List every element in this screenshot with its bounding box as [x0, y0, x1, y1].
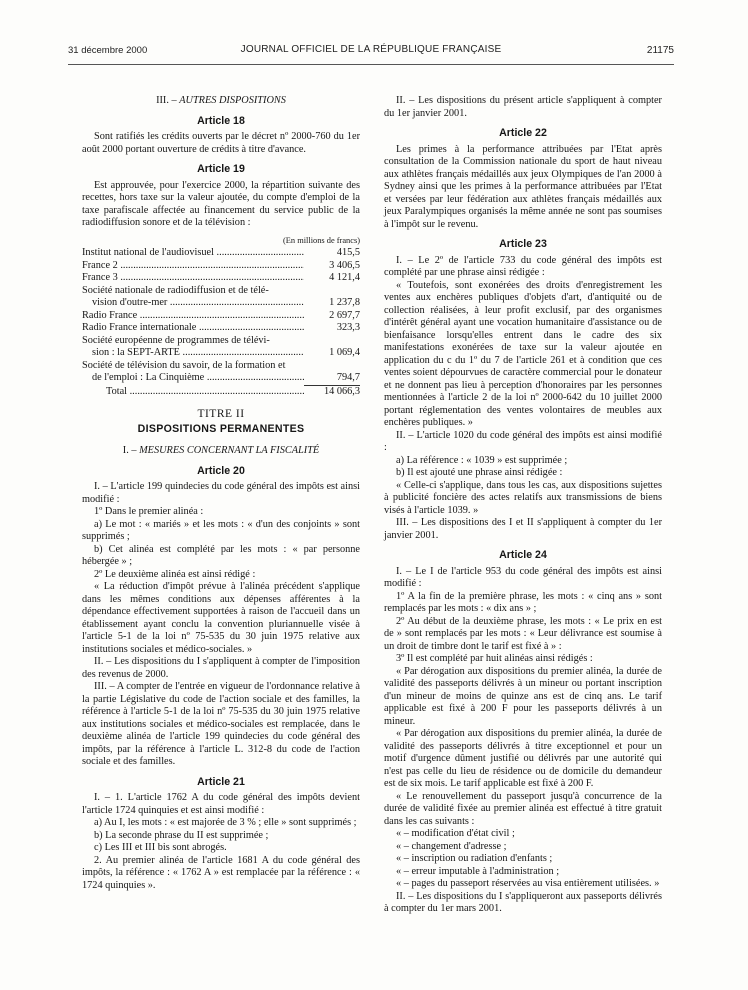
table-row — [82, 335, 360, 360]
paragraph: 1º A la fin de la première phrase, les mots : « cinq ans » sont remplacés par les mots : « dix ans » ; — [384, 590, 662, 614]
paragraph: a) Au I, les mots : « est majorée de 3 % ; elle » sont supprimés ; — [94, 817, 357, 828]
paragraph: b) Il est ajouté une phrase ainsi rédigée : — [396, 467, 563, 478]
paragraph: « Le renouvellement du passeport jusqu'à concurrence de la durée de validité fixée au premier alinéa est effectué à titre gratuit dans les cas suivants : — [384, 790, 662, 827]
paragraph: b) Cet alinéa est complété par les mots : « par personne hébergée » ; — [82, 543, 360, 567]
paragraph: « Par dérogation aux dispositions du premier alinéa, la durée de validité des passeports délivrés à titre exceptionnel et pour un motif d'urgence dûment justifié ou délivrés par une autorité qui n'est pas celle du lieu de résidence ou de domicile du demandeur est de six mois. Le tarif applicable est fixé à 200 F. — [384, 728, 662, 789]
mesures-title: MESURES CONCERNANT LA FISCALITÉ — [139, 445, 320, 456]
budget-table — [82, 247, 360, 398]
left-column — [82, 95, 360, 892]
row-value: 794,7 — [336, 372, 360, 383]
table-row — [82, 360, 360, 385]
paragraph: 3º Il est complété par huit alinéas ainsi rédigés : — [396, 653, 593, 664]
row-label-line1: Société européenne de programmes de télévi- — [82, 334, 270, 346]
table-row — [82, 247, 360, 260]
article-19-text: Est approuvée, pour l'exercice 2000, la répartition suivante des recettes, hors taxe sur la valeur ajoutée, du compte d'emploi de la taxe parafiscale affectée au financement du service public de la radiodiffusion sonore et de la télévision : — [82, 179, 360, 228]
row-label: Radio France internationale ..... — [82, 322, 304, 335]
table-unit — [82, 236, 360, 246]
row-label-line2: vision d'outre-mer ..... — [92, 297, 304, 310]
list-item: « – inscription ou radiation d'enfants ; — [396, 853, 553, 864]
row-label: Institut national de l'audiovisuel ..... — [82, 247, 304, 260]
paragraph: I. – Le 2º de l'article 733 du code général des impôts est complété par une phrase ainsi rédigée : — [384, 254, 662, 278]
paragraph: a) La référence : « 1039 » est supprimée ; — [396, 454, 568, 466]
paragraph: III. – Les dispositions des I et II s'appliquent à compter du 1er janvier 2001. — [384, 517, 662, 541]
article-18-text: Sont ratifiés les crédits ouverts par le décret nº 2000-760 du 1er août 2000 portant ouverture de crédits à titre d'avance. — [82, 131, 360, 155]
paragraph: « Toutefois, sont exonérées des droits d'enregistrement les ventes aux enchères publiques d'objets d'art, d'antiquité ou de collection réalisées, à leur profit exclusif, par des organismes d'intérêt général ayant une vocation humanitaire d'assistance ou de bienfaisance lorsqu'elles entrent dans le cadre des six manifestations exonérées de taxe sur la valeur ajoutée en application du c du 1º du 7 de l'article 261 et à condition que ces ventes soient dépourvues de caractère commercial pour le donateur et ne donnent pas lieu à perception d'honoraires par les personnes mentionnées à l'article 2 de la loi nº 2000-642 du 10 juillet 2000 portant réglementation des ventes volontaires de meubles aux enchères publiques. » — [384, 279, 662, 428]
header-page-number: 21175 — [646, 45, 674, 56]
section-heading-autres-dispositions — [82, 95, 360, 108]
list-item: « – changement d'adresse ; — [396, 840, 507, 852]
paragraph: I. – L'article 199 quindecies du code général des impôts est ainsi modifié : — [82, 481, 360, 505]
row-label: France 2 ..... — [82, 260, 304, 273]
mesures-number: I. – — [122, 445, 137, 456]
table-row — [82, 260, 360, 273]
section-number: III. – — [156, 95, 177, 106]
right-column — [384, 95, 662, 916]
paragraph: II. – Les dispositions du I s'appliqueront aux passeports délivrés à compter du 1er mars 2001. — [384, 890, 662, 914]
row-value: 1 069,4 — [329, 347, 360, 358]
titre-heading: TITRE II — [197, 408, 245, 420]
article-22-title: Article 22 — [499, 127, 547, 139]
article-20-title: Article 20 — [197, 464, 245, 477]
paragraph: II. – Les dispositions du I s'appliquent à compter de l'imposition des revenus de 2000. — [82, 656, 360, 680]
article-23-title: Article 23 — [499, 238, 547, 250]
table-row — [82, 322, 360, 335]
dispositions-heading: DISPOSITIONS PERMANENTES — [137, 422, 305, 435]
list-item: « – erreur imputable à l'administration ; — [396, 865, 560, 877]
header-date: 31 décembre 2000 — [68, 45, 148, 56]
article-22-text: Les primes à la performance attribuées par l'Etat après consultation de la Commission nationale du sport de haut niveau aux athlètes français médaillés aux jeux Olympiques de l'an 2000 à Sydney ainsi que les primes à la performance attribuées par l'Etat et versées par leur fédération aux athlètes français médaillés aux jeux Paralympiques organisés la même année ne sont pas soumises à l'impôt sur le revenu. — [384, 143, 662, 230]
paragraph: II. – Les dispositions du présent article s'appliquent à compter du 1er janvier 2001. — [384, 95, 662, 119]
paragraph: 2º Au début de la deuxième phrase, les mots : « Le prix en est de » sont remplacés par les mots : « Leur délivrance est soumise à un droit de timbre dont le tarif est fixé à » : — [384, 615, 662, 652]
paragraph: « Celle-ci s'applique, dans tous les cas, aux dispositions sujettes à publicité foncière des actes relatifs aux transmissions de biens visés à l'article 1039. » — [384, 479, 662, 516]
paragraph: 2º Le deuxième alinéa est ainsi rédigé : — [94, 568, 256, 580]
header-journal-title: JOURNAL OFFICIEL DE LA RÉPUBLIQUE FRANÇAISE — [240, 44, 502, 55]
paragraph: b) La seconde phrase du II est supprimée ; — [94, 829, 269, 841]
list-item: « – pages du passeport réservées au visa entièrement utilisées. » — [396, 878, 660, 889]
total-value: 14 066,3 — [323, 385, 360, 397]
header-rule — [68, 64, 674, 65]
row-label-line1: Société nationale de radiodiffusion et de télé- — [82, 284, 269, 296]
article-18-title: Article 18 — [197, 114, 245, 127]
row-label-line2: sion : la SEPT-ARTE ..... — [92, 347, 304, 360]
total-label: Total ..... — [82, 386, 304, 399]
table-total-row — [82, 386, 360, 399]
fiscalite-heading — [82, 445, 360, 458]
table-row — [82, 285, 360, 310]
paragraph: I. – Le I de l'article 953 du code général des impôts est ainsi modifié : — [384, 565, 662, 589]
paragraph: 2. Au premier alinéa de l'article 1681 A du code général des impôts, la référence : « 1762 A » est remplacée par la référence : « 1724 quinquies ». — [82, 854, 360, 891]
row-value: 1 237,8 — [329, 297, 360, 308]
paragraph: a) Le mot : « mariés » et les mots : « d'un des conjoints » sont supprimés ; — [82, 518, 360, 542]
paragraph: II. – L'article 1020 du code général des impôts est ainsi modifié : — [384, 429, 662, 453]
list-item: « – modification d'état civil ; — [396, 828, 515, 839]
table-row — [82, 272, 360, 285]
article-24-title: Article 24 — [499, 549, 547, 561]
row-value: 3 406,5 — [329, 259, 360, 271]
paragraph: « La réduction d'impôt prévue à l'alinéa précédent s'applique dans les mêmes conditions aux dépenses afférentes à la dépendance effectivement supportées à raison de l'accueil dans un établissement ayant conclu la convention pluriannuelle visée à l'article 5-1 de la loi nº 75-535 du 30 juin 1975 relative aux institutions sociales et médico-sociales. » — [82, 581, 360, 655]
article-19-title: Article 19 — [197, 163, 245, 175]
paragraph: III. – A compter de l'entrée en vigueur de l'ordonnance relative à la partie Législative du code de l'action sociale et des familles, la référence à l'article 5-1 de la loi nº 75-535 du 30 juin 1975 relative aux institutions sociales et médico-sociales est remplacée, dans le deuxième alinéa de l'article 199 quindecies du code général des impôts, par la référence à l'article L. 312-8 du code de l'action sociale et des familles. — [82, 681, 360, 767]
page-header — [68, 43, 674, 59]
row-label: Radio France ..... — [82, 310, 304, 323]
article-21-title: Article 21 — [197, 775, 245, 788]
row-value: 323,3 — [336, 322, 360, 333]
paragraph: I. – 1. L'article 1762 A du code général des impôts devient l'article 1724 quinquies et est ainsi modifié : — [82, 792, 360, 816]
row-value: 2 697,7 — [329, 309, 360, 321]
table-unit-text: (En millions de francs) — [283, 235, 360, 245]
row-label-line1: Société de télévision du savoir, de la formation et — [82, 359, 286, 371]
row-label: France 3 ..... — [82, 272, 304, 285]
row-label-line2: de l'emploi : La Cinquième ..... — [92, 372, 304, 385]
paragraph: « Par dérogation aux dispositions du premier alinéa, la durée de validité des passeports délivrés à un mineur ou portant inscription d'un mineur de moins de quinze ans est de cinq ans. Le tarif applicable est fixé à 200 F pour les passeports délivrés à un mineur. — [384, 665, 662, 727]
row-value: 4 121,4 — [329, 272, 360, 283]
section-title: AUTRES DISPOSITIONS — [179, 95, 286, 106]
paragraph: 1º Dans le premier alinéa : — [94, 506, 204, 517]
table-row — [82, 310, 360, 323]
paragraph: c) Les III et III bis sont abrogés. — [94, 842, 227, 853]
row-value: 415,5 — [336, 247, 360, 258]
